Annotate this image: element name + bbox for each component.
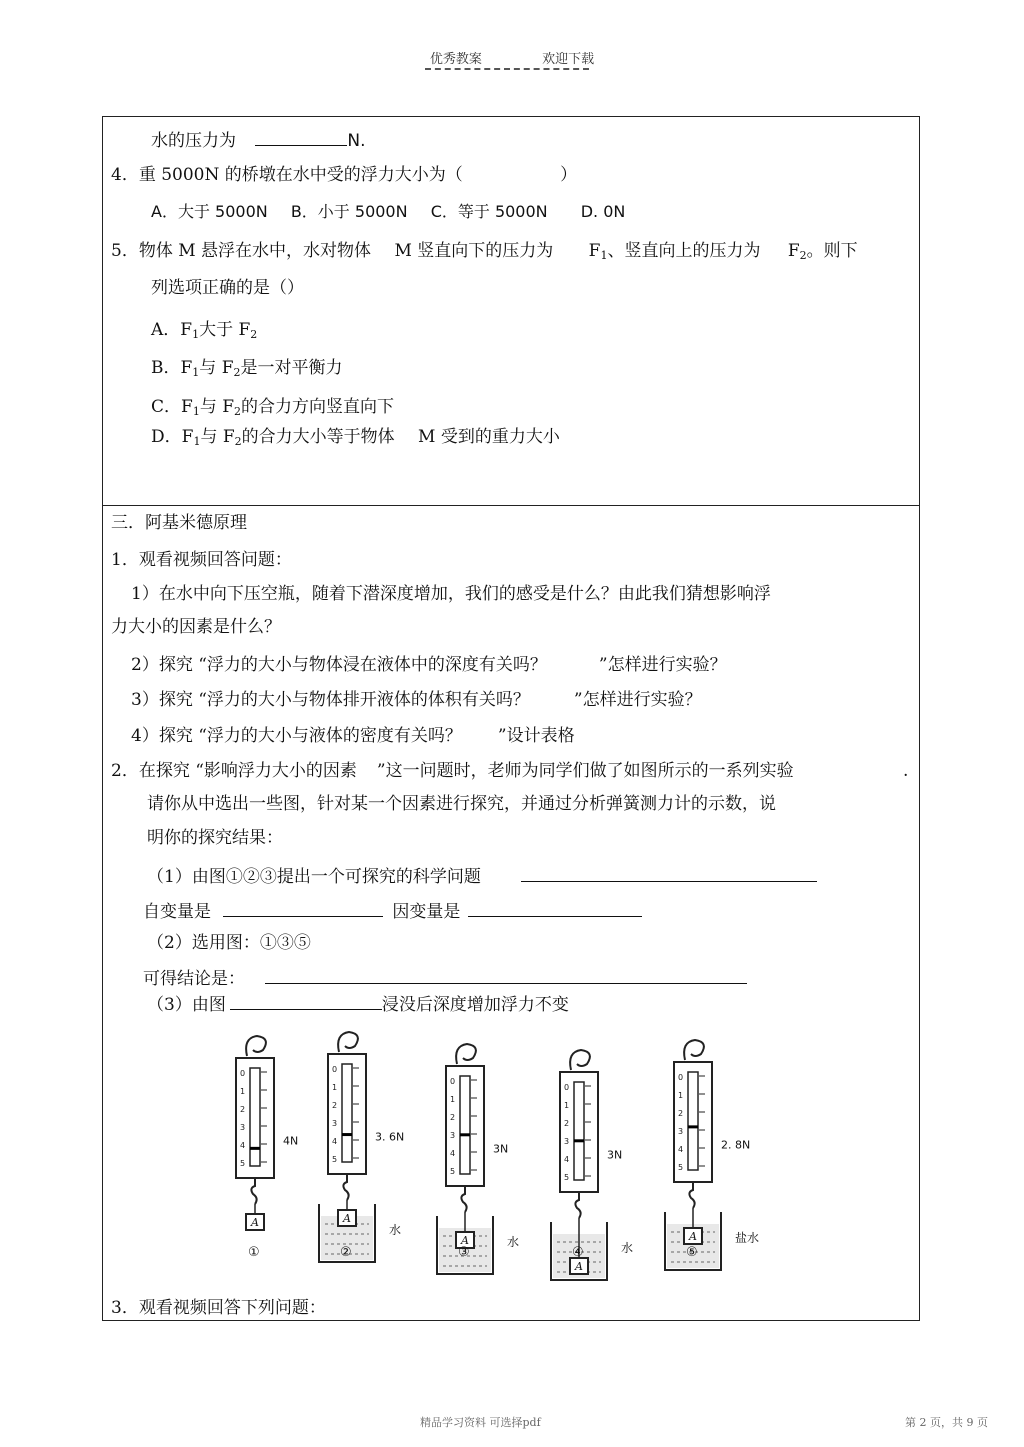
footer-right: 第 2 页，共 9 页 (905, 1416, 988, 1429)
item-1: 1．观看视频回答问题： (111, 550, 292, 570)
force-reading: 3N (607, 1148, 623, 1162)
question-4 (111, 164, 577, 186)
question-5-line2: 列选项正确的是（） (151, 278, 304, 298)
q5-option-c[interactable]: C．$F_1$与 $F_2$的合力方向竖直向下 (151, 397, 395, 418)
scale-mark: 0 (564, 1083, 570, 1092)
question-5-line1 (111, 240, 858, 267)
scale-mark: 0 (332, 1065, 338, 1074)
conclusion-line: 可得结论是： (143, 965, 747, 990)
hand-icon (246, 1036, 266, 1056)
scale-mark: 5 (564, 1173, 570, 1182)
block-label: A (461, 1234, 469, 1247)
scale-tube (342, 1064, 352, 1162)
panel-number: ③ (458, 1245, 470, 1260)
scale-mark: 0 (450, 1077, 456, 1086)
hand-icon (338, 1032, 358, 1052)
experiment-figure (215, 1030, 805, 1273)
scale-mark: 5 (332, 1155, 338, 1164)
q5-option-a[interactable]: A．$F_1$大于 $F_2$ (151, 320, 258, 341)
item-2-line2: 请你从中选出一些图，针对某一个因素进行探究，并通过分析弹簧测力计的示数，说 (147, 794, 776, 814)
scale-mark: 3 (564, 1137, 570, 1146)
q5-text-b: M 竖直向下的压力为 (394, 241, 554, 261)
option-a[interactable]: A．大于 5000N (151, 202, 268, 221)
hook (343, 1174, 348, 1200)
block-label: A (343, 1212, 351, 1225)
hook (575, 1192, 580, 1218)
q5-f2: $F_2$ (787, 241, 807, 262)
dependent-variable-blank[interactable] (468, 898, 642, 917)
scale-mark: 3 (240, 1123, 246, 1132)
header-left: 优秀教案 (429, 52, 482, 67)
scale-mark: 3 (450, 1131, 456, 1140)
scale-mark: 4 (240, 1141, 246, 1150)
force-reading: 4N (283, 1134, 299, 1148)
scale-mark: 5 (450, 1167, 456, 1176)
pressure-line (151, 127, 366, 152)
scale-mark: 4 (564, 1155, 570, 1164)
scale-mark: 5 (240, 1159, 246, 1168)
page-header (0, 48, 1024, 67)
header-right: 欢迎下载 (542, 52, 595, 67)
scale-mark: 2 (678, 1109, 684, 1118)
hand-icon (684, 1040, 704, 1060)
q3-blank[interactable] (230, 991, 382, 1010)
scale-mark: 4 (450, 1149, 456, 1158)
scale-mark: 2 (450, 1113, 456, 1122)
conclusion-blank[interactable] (265, 965, 747, 984)
scale-mark: 4 (332, 1137, 338, 1146)
scale-mark: 1 (678, 1091, 684, 1100)
panel-number: ⑤ (686, 1245, 698, 1260)
scale-mark: 1 (450, 1095, 456, 1104)
scale-mark: 0 (240, 1069, 246, 1078)
q5-option-b[interactable]: B．$F_1$与 $F_2$是一对平衡力 (151, 358, 343, 379)
force-reading: 2. 8N (721, 1138, 751, 1152)
q5-text-f: 。则下 (806, 241, 858, 261)
scale-mark: 4 (678, 1145, 684, 1154)
pressure-unit: N. (347, 131, 366, 151)
item-2-q2: （2）选用图：①③⑤ (147, 933, 311, 953)
footer-left: 精品学习资料 可选择pdf (420, 1416, 541, 1429)
scale-mark: 1 (564, 1101, 570, 1110)
independent-variable-blank[interactable] (223, 898, 383, 917)
item-2-q3: （3）由图 浸没后深度增加浮力不变 (147, 991, 569, 1016)
scale-mark: 2 (332, 1101, 338, 1110)
item-2-period: . (903, 761, 909, 781)
hook (689, 1182, 694, 1208)
option-d[interactable]: D. 0N (580, 202, 626, 221)
force-reading: 3N (493, 1142, 509, 1156)
liquid-label: 水 (389, 1223, 402, 1237)
q5-option-d[interactable]: D．$F_1$与 $F_2$的合力大小等于物体 M 受到的重力大小 (151, 427, 560, 448)
scale-tube (574, 1082, 584, 1180)
item-1-3: 3）探究 “浮力的大小与物体排开液体的体积有关吗？ ”怎样进行实验？ (131, 690, 702, 710)
option-b[interactable]: B．小于 5000N (290, 202, 408, 221)
q5-text-a: 5．物体 M 悬浮在水中，水对物体 (111, 241, 372, 261)
block-label: A (575, 1260, 583, 1273)
panel-number: ④ (572, 1245, 584, 1260)
block-label: A (251, 1216, 259, 1229)
liquid-label: 盐水 (735, 1231, 760, 1245)
item-2: 2．在探究 “影响浮力大小的因素 ”这一问题时，老师为同学们做了如图所示的一系列实验 (111, 761, 794, 781)
hook (461, 1186, 466, 1212)
hand-icon (456, 1044, 476, 1064)
scale-mark: 1 (240, 1087, 246, 1096)
q1-blank[interactable] (521, 863, 817, 882)
block-label: A (689, 1230, 697, 1243)
hand-icon (570, 1050, 590, 1070)
scale-mark: 0 (678, 1073, 684, 1082)
liquid-label: 水 (621, 1241, 634, 1255)
header-divider (425, 68, 589, 70)
item-1-1a: 1）在水中向下压空瓶，随着下潜深度增加，我们的感受是什么？由此我们猜想影响浮 (131, 584, 771, 604)
scale-tube (688, 1072, 698, 1170)
q5-f1: $F_1$ (588, 241, 608, 262)
questions-box (102, 116, 920, 506)
item-3: 3．观看视频回答下列问题： (111, 1298, 326, 1318)
scale-mark: 1 (332, 1083, 338, 1092)
scale-mark: 2 (564, 1119, 570, 1128)
q5-text-d: 、竖直向上的压力为 (607, 241, 761, 261)
question-4-close: ） (560, 165, 578, 185)
scale-tube (460, 1076, 470, 1174)
scale-tube (250, 1068, 260, 1166)
question-4-text: 4．重 5000N 的桥墩在水中受的浮力大小为（ (111, 165, 463, 185)
section-title: 三．阿基米德原理 (111, 513, 247, 533)
pressure-blank[interactable] (255, 127, 347, 146)
item-1-4: 4）探究 “浮力的大小与液体的密度有关吗？ ”设计表格 (131, 726, 575, 746)
panel-number: ② (340, 1245, 352, 1260)
force-reading: 3. 6N (375, 1130, 405, 1144)
item-2-q1: （1）由图①②③提出一个可探究的科学问题 (147, 863, 817, 888)
scale-mark: 2 (240, 1105, 246, 1114)
hook (251, 1178, 256, 1204)
question-4-options (151, 201, 625, 223)
scale-mark: 3 (332, 1119, 338, 1128)
scale-mark: 3 (678, 1127, 684, 1136)
pressure-text: 水的压力为 (151, 131, 236, 151)
option-c[interactable]: C．等于 5000N (430, 202, 548, 221)
scale-mark: 5 (678, 1163, 684, 1172)
item-1-1b: 力大小的因素是什么？ (111, 617, 281, 637)
item-1-2: 2）探究 “浮力的大小与物体浸在液体中的深度有关吗？ ”怎样进行实验？ (131, 655, 727, 675)
panel-number: ① (248, 1245, 260, 1260)
variables-line: 自变量是 因变量是 (143, 898, 642, 923)
liquid-label: 水 (507, 1235, 520, 1249)
item-2-line3: 明你的探究结果： (147, 828, 283, 848)
